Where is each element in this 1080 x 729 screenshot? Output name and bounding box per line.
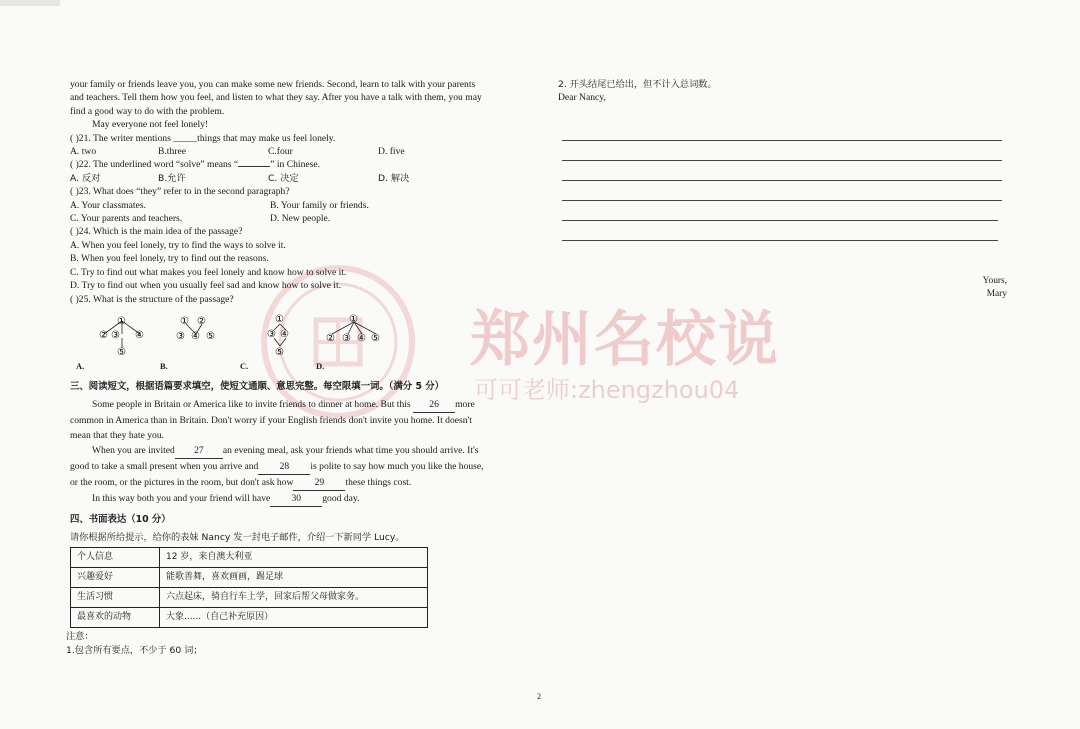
cloze-line: common in America than in Britain. Don't worry if your English friends don't invite you home. It doesn't (70, 415, 472, 427)
table-value: 大象......（自己补充原因） (160, 608, 428, 628)
diagram-label-a: A. (76, 360, 85, 371)
option-c: C.four (268, 146, 293, 158)
node-4: ④ (135, 329, 144, 341)
option-c: C. 决定 (268, 172, 299, 184)
table-value: 12 岁，来自澳大利亚 (160, 548, 428, 568)
writing-line[interactable] (562, 140, 1002, 141)
node-1: ① (275, 313, 284, 325)
cloze-text: Some people in Britain or America like to invite friends to dinner at home. But this (92, 399, 411, 411)
diagram-a (96, 312, 156, 358)
option-b: B.three (158, 146, 186, 158)
letter-signature (983, 275, 1007, 301)
blank-28[interactable]: 28 (258, 459, 310, 475)
writing-line[interactable] (562, 160, 1002, 161)
diagram-label-d: D. (316, 360, 325, 371)
question-22-options (70, 172, 530, 185)
diagram-d-svg (322, 312, 386, 358)
node-5: ⑤ (275, 346, 284, 358)
diagram-c (264, 312, 304, 358)
table-row (71, 608, 428, 628)
passage-line: your family or friends leave you, you can make some new friends. Second, learn to talk with your parents (70, 79, 476, 90)
cloze-line (70, 397, 530, 413)
section-3-title: 三、阅读短文，根据语篇要求填空，使短文通顺、意思完整。每空限填一词。（满分 5 分） (70, 380, 444, 392)
node-3: ③ (267, 328, 276, 340)
closing-yours: Yours, (982, 276, 1007, 286)
node-3: ③ (111, 329, 120, 341)
node-4: ④ (191, 330, 200, 342)
option-d: D. New people. (270, 213, 331, 225)
option-b: B. When you feel lonely, try to find out the reasons. (70, 253, 269, 265)
table-row (71, 568, 428, 588)
cloze-text: is polite to say how much you like the house, (310, 461, 484, 473)
question-21-stem: ( )21. The writer mentions _____things that may make us feel lonely. (70, 132, 336, 144)
node-3: ③ (176, 330, 185, 342)
cloze-text: an evening meal, ask your friends what time you should arrive. It's (222, 445, 479, 457)
cloze-line (70, 443, 530, 459)
option-c: C. Your parents and teachers. (70, 213, 183, 225)
node-3: ③ (342, 332, 351, 344)
question-22-stem-a: ( )22. The underlined word “solve” means “ (70, 159, 239, 171)
option-a: A. 反对 (70, 172, 101, 184)
node-2: ② (326, 332, 335, 344)
cloze-text: or the room, or the pictures in the room, but don't ask how (70, 477, 294, 489)
blank-29[interactable]: 29 (293, 475, 345, 491)
note-2: 2. 开头结尾已给出，但不计入总词数。 (558, 79, 717, 90)
cloze-text: good to take a small present when you arrive and (70, 461, 259, 473)
writing-prompt: 请你根据所给提示，给你的表妹 Nancy 发一封电子邮件，介绍一下新同学 Lucy。 (70, 531, 405, 543)
diagram-label-c: C. (240, 360, 249, 371)
question-23-options-row2 (70, 212, 530, 225)
node-1: ① (180, 315, 189, 327)
question-21-options (70, 145, 530, 158)
section-4-title: 四、书面表达（10 分） (70, 514, 171, 526)
node-5: ⑤ (371, 332, 380, 344)
writing-line[interactable] (562, 240, 998, 241)
option-d: D. 解决 (378, 172, 410, 184)
node-1: ① (117, 315, 126, 327)
node-4: ④ (280, 328, 289, 340)
letter-greeting: Dear Nancy, (558, 92, 606, 104)
structure-diagrams (70, 312, 530, 374)
node-5: ⑤ (117, 346, 126, 358)
table-value: 能歌善舞，喜欢画画，踢足球 (160, 568, 428, 588)
diagram-b (174, 312, 230, 358)
question-25-stem: ( )25. What is the structure of the passage? (70, 293, 234, 305)
node-2: ② (197, 315, 206, 327)
question-22-stem-b: ” in Chinese. (270, 159, 321, 171)
cloze-text: these things cost. (345, 477, 412, 489)
diagram-d (322, 312, 386, 358)
note-title: 注意： (66, 631, 94, 643)
passage-closing: May everyone not feel lonely! (92, 119, 209, 131)
table-key: 最喜欢的动物 (71, 608, 160, 628)
cloze-text: more (455, 399, 475, 411)
diagram-a-svg (96, 312, 156, 358)
note-1: 1.包含所有要点，不少于 60 词； (66, 644, 203, 656)
option-d: D. five (378, 146, 405, 158)
question-23-options-row1 (70, 199, 530, 212)
passage-line: and teachers. Tell them how you feel, and listen to what they say. After you have a talk with them, you may (70, 92, 482, 104)
table-key: 个人信息 (71, 548, 160, 568)
option-c: C. Try to find out what makes you feel lonely and know how to solve it. (70, 266, 347, 278)
node-5: ⑤ (206, 330, 215, 342)
option-d: D. Try to find out when you usually feel sad and know how to solve it. (70, 280, 342, 292)
cloze-line (70, 475, 530, 491)
diagram-label-b: B. (160, 360, 168, 371)
blank-30[interactable]: 30 (270, 491, 322, 507)
question-22-stem (70, 158, 530, 171)
left-column (66, 78, 530, 657)
watermark-subtitle: 可可老师:zhengzhou04 (474, 376, 740, 404)
blank-26[interactable]: 26 (413, 397, 455, 413)
node-4: ④ (357, 332, 366, 344)
table-row (71, 548, 428, 568)
option-a: A. Your classmates. (70, 199, 146, 211)
cloze-line (70, 491, 530, 507)
option-b: B. Your family or friends. (270, 199, 369, 211)
diagram-b-svg (174, 312, 230, 358)
node-1: ① (349, 313, 358, 325)
question-23-stem: ( )23. What does “they” refer to in the second paragraph? (70, 186, 290, 198)
cloze-line: mean that they hate you. (70, 430, 165, 442)
closing-name: Mary (986, 289, 1007, 299)
cloze-text: good day. (322, 493, 360, 505)
writing-line[interactable] (562, 220, 998, 221)
writing-line[interactable] (562, 200, 1002, 201)
watermark-title: 郑州名校说 (470, 305, 780, 375)
info-table (70, 547, 428, 628)
passage-line: find a good way to do with the problem. (70, 105, 225, 117)
table-key: 生活习惯 (71, 588, 160, 608)
cloze-passage (70, 397, 530, 507)
table-value: 六点起床，骑自行车上学，回家后帮父母做家务。 (160, 588, 428, 608)
blank-27[interactable]: 27 (175, 443, 223, 459)
underline-blank (238, 166, 270, 167)
scan-edge-mark (0, 0, 60, 6)
option-b: B.允许 (158, 172, 186, 184)
question-24-stem: ( )24. Which is the main idea of the passage? (70, 226, 243, 238)
right-column (558, 78, 1008, 105)
writing-line[interactable] (562, 180, 1002, 181)
option-a: A. When you feel lonely, try to find the ways to solve it. (70, 239, 286, 251)
table-key: 兴趣爱好 (71, 568, 160, 588)
cloze-line (70, 459, 530, 475)
option-a: A. two (70, 146, 97, 158)
cloze-text: In this way both you and your friend will have (92, 493, 271, 505)
page-number: 2 (537, 692, 541, 701)
cloze-text: When you are invited (92, 445, 175, 457)
table-row (71, 588, 428, 608)
node-2: ② (99, 329, 108, 341)
diagram-c-svg (264, 312, 304, 358)
